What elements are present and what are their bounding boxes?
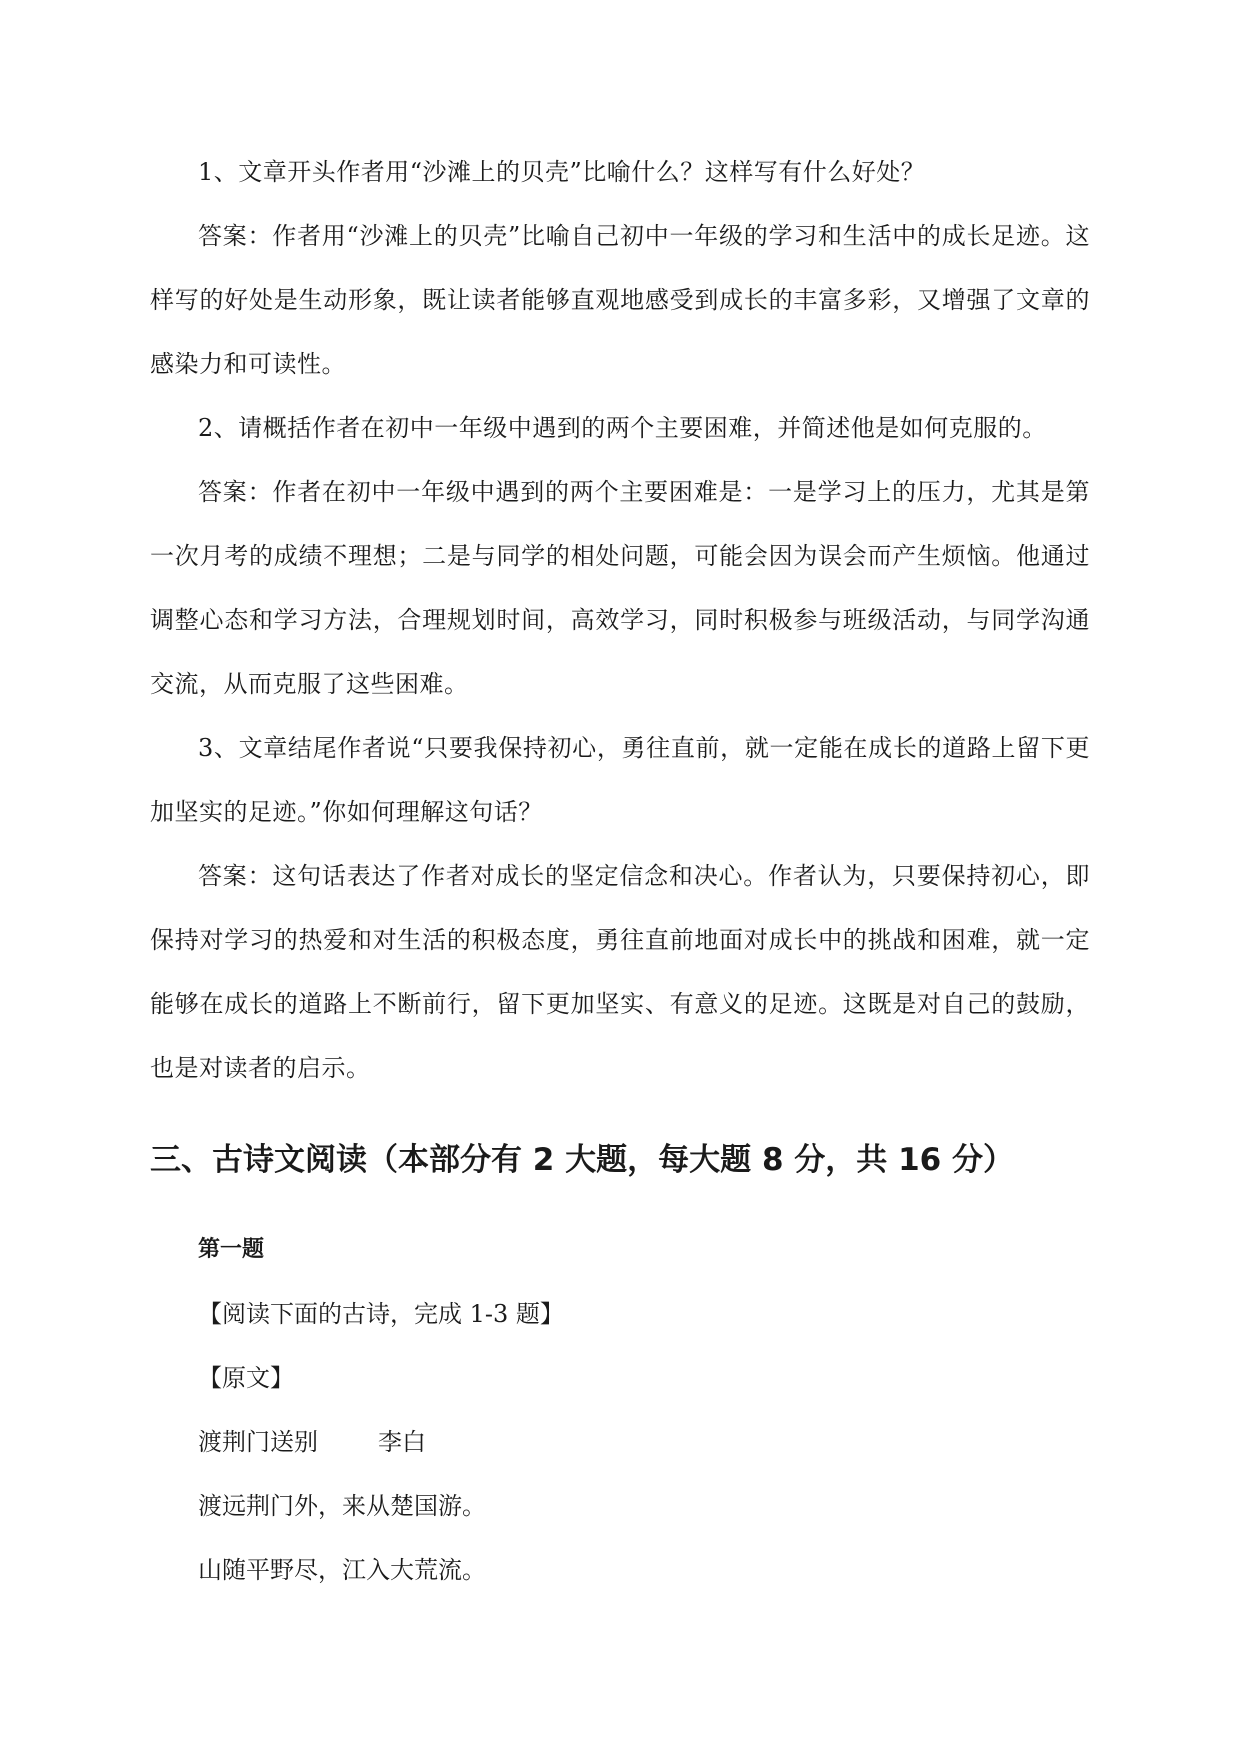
poem-line: 渡远荆门外，来从楚国游。 [198, 1492, 486, 1520]
page-content [150, 140, 1090, 1602]
question-2: 2、请概括作者在初中一年级中遇到的两个主要困难，并简述他是如何克服的。 [198, 414, 1047, 442]
poem-author: 李白 [378, 1428, 426, 1456]
reading-instruction: 【阅读下面的古诗，完成 1-3 题】 [198, 1300, 564, 1328]
original-label: 【原文】 [198, 1364, 294, 1392]
sub-title: 第一题 [198, 1237, 265, 1262]
answer-3: 答案：这句话表达了作者对成长的坚定信念和决心。作者认为，只要保持初心，即保持对学习的热爱和对生活的积极态度，勇往直前地面对成长中的挑战和困难，就一定能够在成长的道路上不断前行，留下更加坚实、有意义的足迹。这既是对自己的鼓励，也是对读者的启示。 [150, 862, 1090, 1082]
question-3: 3、文章结尾作者说“只要我保持初心，勇往直前，就一定能在成长的道路上留下更加坚实的足迹。”你如何理解这句话？ [150, 734, 1090, 826]
section-title: 三、古诗文阅读（本部分有 2 大题，每大题 8 分，共 16 分） [150, 1142, 1015, 1178]
poem-line: 山随平野尽，江入大荒流。 [198, 1556, 486, 1584]
question-1: 1、文章开头作者用“沙滩上的贝壳”比喻什么？这样写有什么好处？ [198, 158, 926, 186]
poem-heading [150, 1410, 1090, 1474]
poem-title: 渡荆门送别 [198, 1428, 318, 1456]
answer-2: 答案：作者在初中一年级中遇到的两个主要困难是：一是学习上的压力，尤其是第一次月考的成绩不理想；二是与同学的相处问题，可能会因为误会而产生烦恼。他通过调整心态和学习方法，合理规划时间，高效学习，同时积极参与班级活动，与同学沟通交流，从而克服了这些困难。 [150, 478, 1090, 698]
answer-1: 答案：作者用“沙滩上的贝壳”比喻自己初中一年级的学习和生活中的成长足迹。这样写的好处是生动形象，既让读者能够直观地感受到成长的丰富多彩，又增强了文章的感染力和可读性。 [150, 222, 1090, 378]
